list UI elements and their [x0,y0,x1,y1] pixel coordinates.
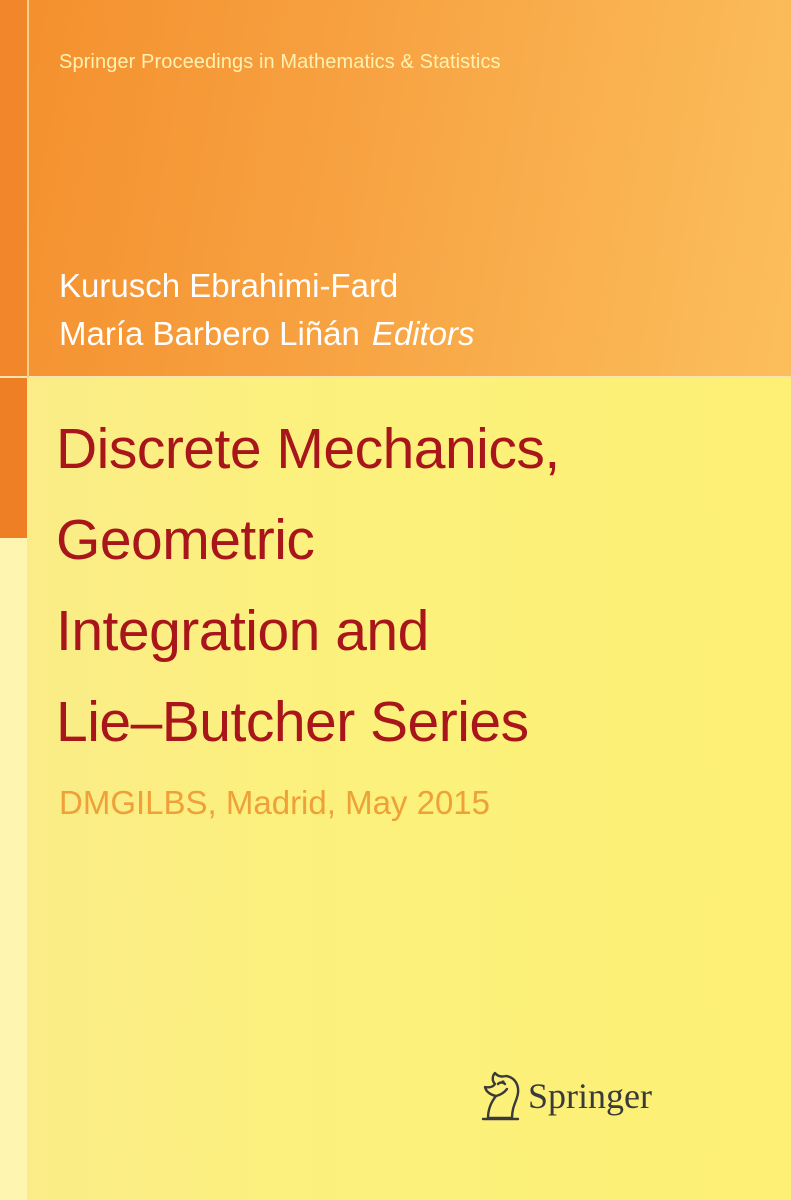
band-divider [0,376,791,378]
editor-name-1: Kurusch Ebrahimi-Fard [59,267,399,304]
left-strip-low [0,538,27,1200]
publisher-logo [478,1066,652,1126]
title-line-4: Lie–Butcher Series [56,690,529,754]
series-name: Springer Proceedings in Mathematics & Statistics [59,51,501,73]
editors-role: Editors [371,315,475,352]
left-strip-gap [27,0,29,378]
left-strip-mid [0,378,27,538]
book-title [56,404,560,768]
title-line-2: Geometric [56,508,315,572]
title-line-3: Integration and [56,599,429,663]
book-subtitle: DMGILBS, Madrid, May 2015 [59,784,490,821]
publisher-name: Springer [528,1076,652,1116]
left-strip-top [0,0,27,376]
springer-knight-icon [478,1068,524,1124]
title-line-1: Discrete Mechanics, [56,417,560,481]
editor-line-2 [59,310,475,358]
editors-block [59,262,475,358]
editor-name-2: María Barbero Liñán [59,315,360,352]
